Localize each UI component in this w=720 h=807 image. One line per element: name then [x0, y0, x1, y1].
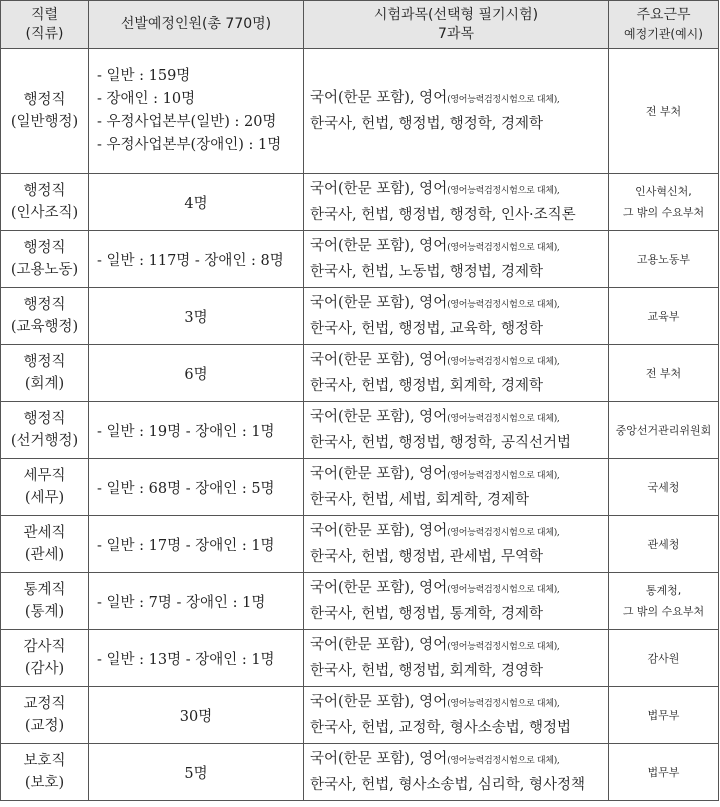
agency-cell	[609, 174, 719, 231]
series-name: 감사직	[23, 639, 66, 655]
table-body	[1, 49, 719, 801]
subjects-english-note: (영어능력검정시험으로 대체),	[447, 699, 560, 709]
header-planned-count-text: 선발예정인원(총 770명)	[120, 16, 272, 32]
subjects-cell	[304, 231, 609, 288]
planned-count-value: - 일반 : 19명 - 장애인 : 1명	[97, 423, 275, 440]
series-cell	[1, 687, 89, 744]
agency-name: 전 부처	[645, 104, 682, 118]
planned-count-item: - 일반 : 159명	[97, 68, 191, 84]
subjects-common: 국어(한문 포함), 영어	[310, 523, 448, 539]
subjects-english-note: (영어능력검정시험으로 대체),	[447, 300, 560, 310]
series-cell	[1, 345, 89, 402]
subjects-english-note: (영어능력검정시험으로 대체),	[447, 585, 560, 595]
agency-name: 전 부처	[645, 366, 682, 380]
planned-count-cell	[89, 744, 304, 801]
planned-count-list	[89, 65, 303, 157]
series-subtype: (일반행정)	[10, 114, 79, 130]
series-subtype: (관세)	[24, 547, 65, 563]
header-row	[1, 1, 719, 49]
agency-name: 교육부	[647, 309, 680, 323]
subjects-list: 한국사, 헌법, 형사소송법, 심리학, 형사정책	[310, 777, 585, 793]
planned-count-cell	[89, 630, 304, 687]
planned-count-cell	[89, 231, 304, 288]
agency-name: 법무부	[647, 708, 680, 722]
subjects-english-note: (영어능력검정시험으로 대체),	[447, 528, 560, 538]
table-row	[1, 459, 719, 516]
series-subtype: (감사)	[24, 661, 65, 677]
subjects-common: 국어(한문 포함), 영어	[310, 352, 448, 368]
series-cell	[1, 630, 89, 687]
series-cell	[1, 174, 89, 231]
subjects-common: 국어(한문 포함), 영어	[310, 694, 448, 710]
header-agency-line1: 주요근무	[636, 6, 691, 23]
subjects-cell	[304, 744, 609, 801]
header-subjects-line2: 7과목	[438, 25, 474, 42]
agency-cell	[609, 573, 719, 630]
agency-name: 중앙선거관리위원회	[615, 423, 712, 437]
subjects-english-note: (영어능력검정시험으로 대체),	[447, 471, 560, 481]
header-agency	[609, 1, 719, 49]
series-cell	[1, 573, 89, 630]
planned-count-cell	[89, 573, 304, 630]
planned-count-value: - 일반 : 17명 - 장애인 : 1명	[97, 537, 275, 554]
subjects-list: 한국사, 헌법, 행정법, 행정학, 인사·조직론	[310, 207, 576, 223]
subjects-english-note: (영어능력검정시험으로 대체),	[447, 186, 560, 196]
subjects-common: 국어(한문 포함), 영어	[310, 238, 448, 254]
planned-count-value: 3명	[184, 309, 208, 326]
series-subtype: (교육행정)	[10, 319, 79, 335]
agency-cell	[609, 516, 719, 573]
subjects-cell	[304, 630, 609, 687]
agency-name: 국세청	[647, 480, 680, 494]
header-series	[1, 1, 89, 49]
subjects-list: 한국사, 헌법, 행정법, 통계학, 경제학	[310, 606, 543, 622]
subjects-list: 한국사, 헌법, 행정법, 회계학, 경제학	[310, 378, 543, 394]
header-planned-count	[89, 1, 304, 49]
subjects-common: 국어(한문 포함), 영어	[310, 409, 448, 425]
series-name: 보호직	[23, 753, 66, 769]
series-name: 행정직	[23, 240, 66, 256]
header-subjects-line1: 시험과목(선택형 필기시험)	[373, 6, 539, 23]
subjects-common: 국어(한문 포함), 영어	[310, 751, 448, 767]
header-series-line1: 직렬	[30, 6, 59, 23]
table-row	[1, 402, 719, 459]
table-row	[1, 744, 719, 801]
subjects-common: 국어(한문 포함), 영어	[310, 466, 448, 482]
series-cell	[1, 288, 89, 345]
subjects-cell	[304, 288, 609, 345]
series-cell	[1, 516, 89, 573]
agency-cell	[609, 402, 719, 459]
agency-name: 법무부	[647, 765, 680, 779]
series-subtype: (회계)	[24, 376, 65, 392]
subjects-cell	[304, 573, 609, 630]
table-row	[1, 630, 719, 687]
subjects-list: 한국사, 헌법, 행정법, 회계학, 경영학	[310, 663, 543, 679]
agency-cell	[609, 744, 719, 801]
subjects-english-note: (영어능력검정시험으로 대체),	[447, 414, 560, 424]
subjects-english-note: (영어능력검정시험으로 대체),	[447, 642, 560, 652]
series-subtype: (인사조직)	[10, 205, 79, 221]
agency-name-extra: 그 밖의 수요부처	[622, 206, 705, 219]
planned-count-cell	[89, 402, 304, 459]
planned-count-cell	[89, 687, 304, 744]
series-name: 행정직	[23, 183, 66, 199]
header-series-line2: (직류)	[25, 25, 64, 42]
planned-count-cell	[89, 49, 304, 174]
subjects-list: 한국사, 헌법, 노동법, 행정법, 경제학	[310, 264, 543, 280]
planned-count-cell	[89, 174, 304, 231]
subjects-cell	[304, 459, 609, 516]
table-row	[1, 516, 719, 573]
subjects-list: 한국사, 헌법, 세법, 회계학, 경제학	[310, 492, 529, 508]
subjects-common: 국어(한문 포함), 영어	[310, 90, 448, 106]
subjects-common: 국어(한문 포함), 영어	[310, 637, 448, 653]
planned-count-value: 4명	[184, 195, 208, 212]
subjects-list: 한국사, 헌법, 행정법, 관세법, 무역학	[310, 549, 543, 565]
subjects-english-note: (영어능력검정시험으로 대체),	[447, 756, 560, 766]
subjects-list: 한국사, 헌법, 행정법, 행정학, 공직선거법	[310, 435, 571, 451]
planned-count-item: - 우정사업본부(장애인) : 1명	[97, 137, 282, 153]
planned-count-value: - 일반 : 13명 - 장애인 : 1명	[97, 651, 275, 668]
planned-count-value: 6명	[184, 366, 208, 383]
planned-count-cell	[89, 516, 304, 573]
subjects-common: 국어(한문 포함), 영어	[310, 295, 448, 311]
subjects-english-note: (영어능력검정시험으로 대체),	[447, 243, 560, 253]
table-row	[1, 573, 719, 630]
agency-name: 통계청,	[645, 584, 682, 597]
agency-cell	[609, 288, 719, 345]
table-row	[1, 288, 719, 345]
subjects-cell	[304, 687, 609, 744]
agency-cell	[609, 49, 719, 174]
series-name: 행정직	[23, 354, 66, 370]
planned-count-value: - 일반 : 117명 - 장애인 : 8명	[97, 252, 284, 269]
series-name: 행정직	[23, 297, 66, 313]
planned-count-item: - 장애인 : 10명	[97, 91, 196, 107]
subjects-list: 한국사, 헌법, 행정법, 행정학, 경제학	[310, 116, 543, 132]
header-agency-line2: 예정기관(예시)	[624, 26, 703, 41]
subjects-list: 한국사, 헌법, 교정학, 형사소송법, 행정법	[310, 720, 571, 736]
series-name: 행정직	[23, 411, 66, 427]
series-subtype: (보호)	[24, 775, 65, 791]
agency-cell	[609, 687, 719, 744]
series-cell	[1, 231, 89, 288]
series-subtype: (세무)	[24, 490, 65, 506]
agency-name: 고용노동부	[636, 252, 691, 266]
table-row	[1, 49, 719, 174]
subjects-cell	[304, 516, 609, 573]
subjects-cell	[304, 174, 609, 231]
header-subjects	[304, 1, 609, 49]
planned-count-value: - 일반 : 7명 - 장애인 : 1명	[97, 594, 266, 611]
planned-count-value: 5명	[184, 765, 208, 782]
series-name: 교정직	[23, 696, 66, 712]
planned-count-cell	[89, 459, 304, 516]
planned-count-item: - 우정사업본부(일반) : 20명	[97, 114, 277, 130]
planned-count-value: 30명	[179, 708, 213, 725]
series-name: 관세직	[23, 525, 66, 541]
agency-cell	[609, 630, 719, 687]
series-subtype: (선거행정)	[10, 433, 79, 449]
series-name: 통계직	[23, 582, 66, 598]
agency-cell	[609, 345, 719, 402]
table-row	[1, 174, 719, 231]
subjects-common: 국어(한문 포함), 영어	[310, 580, 448, 596]
planned-count-cell	[89, 345, 304, 402]
series-cell	[1, 402, 89, 459]
agency-name: 인사혁신처,	[635, 185, 692, 198]
series-name: 세무직	[23, 468, 66, 484]
series-subtype: (통계)	[24, 604, 65, 620]
table-row	[1, 687, 719, 744]
planned-count-cell	[89, 288, 304, 345]
table-row	[1, 345, 719, 402]
series-cell	[1, 744, 89, 801]
table-row	[1, 231, 719, 288]
series-cell	[1, 459, 89, 516]
series-subtype: (고용노동)	[10, 262, 79, 278]
agency-name: 감사원	[647, 651, 680, 665]
agency-cell	[609, 231, 719, 288]
planned-count-value: - 일반 : 68명 - 장애인 : 5명	[97, 480, 275, 497]
subjects-english-note: (영어능력검정시험으로 대체),	[447, 95, 560, 105]
agency-name: 관세청	[647, 537, 680, 551]
subjects-cell	[304, 49, 609, 174]
series-subtype: (교정)	[24, 718, 65, 734]
series-cell	[1, 49, 89, 174]
series-name: 행정직	[23, 92, 66, 108]
subjects-list: 한국사, 헌법, 행정법, 교육학, 행정학	[310, 321, 543, 337]
subjects-cell	[304, 345, 609, 402]
agency-name-extra: 그 밖의 수요부처	[622, 605, 705, 618]
subjects-common: 국어(한문 포함), 영어	[310, 181, 448, 197]
subjects-english-note: (영어능력검정시험으로 대체),	[447, 357, 560, 367]
agency-cell	[609, 459, 719, 516]
subjects-cell	[304, 402, 609, 459]
